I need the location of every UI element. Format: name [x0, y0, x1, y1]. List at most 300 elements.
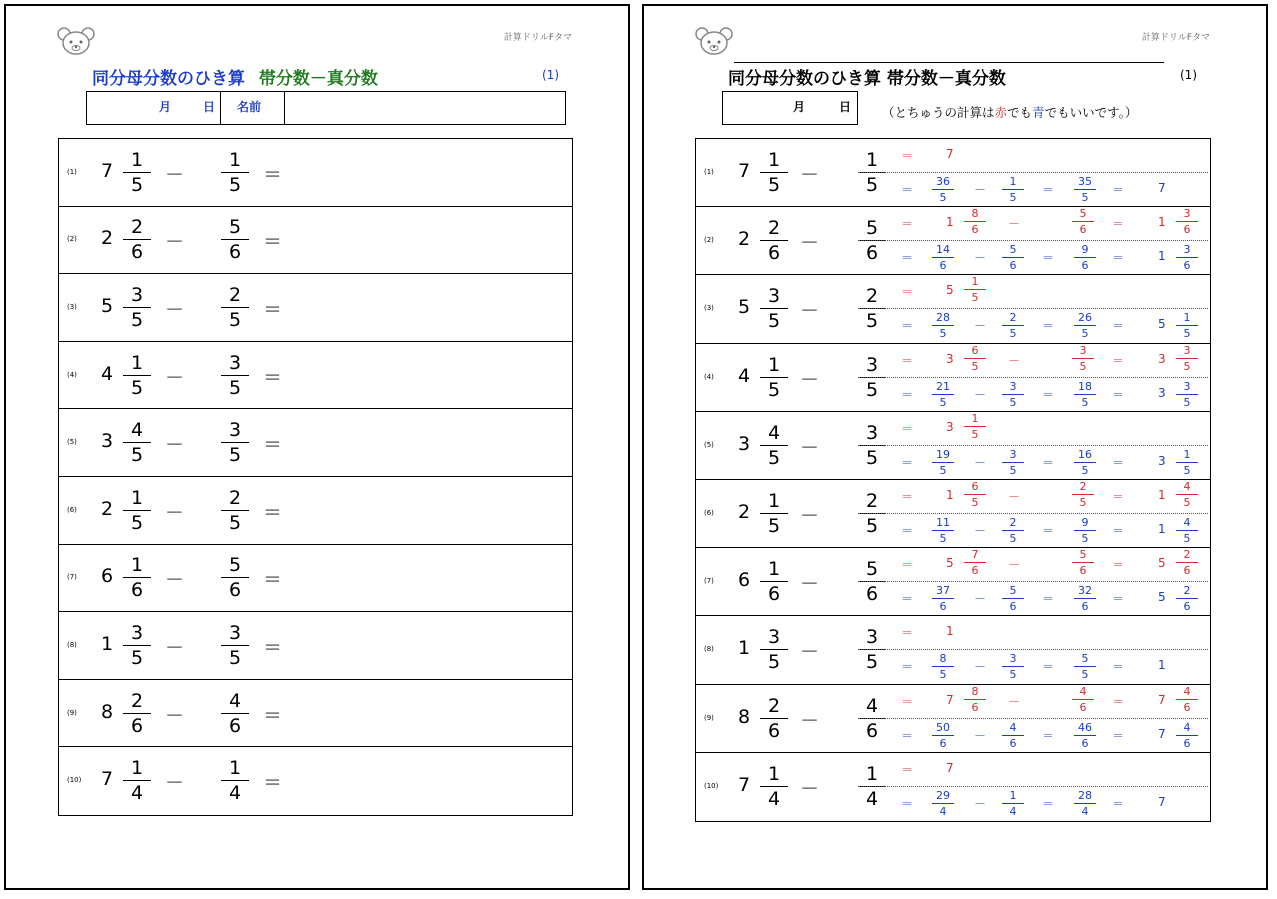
mixed-fraction: [760, 422, 788, 469]
equals-sign: ＝: [263, 772, 283, 795]
mixed-fraction: [123, 216, 151, 263]
denominator: 5: [1009, 532, 1017, 545]
denominator: 4: [228, 782, 242, 805]
numerator: 3: [865, 626, 879, 649]
denominator: 6: [939, 736, 947, 750]
equals-sign: ＝: [1112, 387, 1125, 402]
fraction-bar: [1176, 358, 1198, 359]
denominator: 4: [1081, 804, 1089, 818]
equals-sign: ＝: [1112, 490, 1125, 504]
date-box[interactable]: [86, 91, 221, 125]
denominator: 6: [971, 700, 979, 714]
subtrahend-fraction: [1072, 685, 1094, 714]
answer-title: 同分母分数のひき算 帯分数－真分数: [728, 69, 1006, 89]
denominator: 6: [1079, 223, 1087, 237]
result-whole: 1: [1158, 249, 1166, 264]
minus-sign: －: [1008, 694, 1021, 709]
subtrahend-fraction: [221, 622, 249, 669]
denominator: 4: [865, 787, 879, 810]
result-whole: 3: [1158, 453, 1166, 468]
result-fraction: [1176, 243, 1198, 272]
result-whole: 3: [1158, 385, 1166, 400]
denominator: 5: [865, 446, 879, 469]
answer-grid: [695, 138, 1211, 822]
minus-sign: －: [800, 777, 820, 800]
fraction-bar: [932, 735, 954, 736]
fraction-bar: [760, 649, 788, 650]
fraction-bar: [964, 221, 986, 222]
denominator: 6: [1081, 736, 1089, 750]
denominator: 6: [865, 583, 879, 606]
numerator: 5: [228, 554, 242, 577]
borrow-whole: 1: [946, 215, 954, 230]
subtrahend-fraction: [221, 554, 249, 601]
whole-number: 4: [101, 362, 114, 385]
equals-sign: ＝: [1112, 660, 1125, 675]
worksheet-page: [4, 4, 630, 890]
numerator: 1: [130, 351, 144, 374]
fraction-bar: [1002, 598, 1024, 599]
denominator: 6: [1183, 564, 1191, 578]
title-rule: [734, 62, 1164, 63]
fraction-bar: [1002, 462, 1024, 463]
result-fraction: [1176, 516, 1198, 545]
equals-sign: ＝: [1112, 319, 1125, 334]
borrow-whole: 7: [946, 147, 954, 161]
fraction-bar: [221, 307, 249, 308]
numerator: 2: [1009, 311, 1017, 325]
equals-sign: ＝: [1042, 592, 1055, 607]
dotted-divider: [858, 377, 1208, 378]
numerator: 4: [865, 694, 879, 717]
problem-number: (9): [704, 713, 714, 722]
numerator: 2: [1183, 584, 1191, 598]
numerator: 26: [1078, 311, 1092, 325]
fraction-bar: [1074, 735, 1096, 736]
mixed-fraction: [760, 285, 788, 332]
denominator: 5: [1081, 191, 1089, 204]
equals-sign: ＝: [1042, 251, 1055, 266]
equals-sign: ＝: [901, 524, 914, 538]
numerator: 3: [865, 421, 879, 444]
numerator: 3: [130, 283, 144, 306]
mixed-fraction: [123, 284, 151, 331]
numerator: 3: [228, 621, 242, 644]
numerator: 3: [1079, 343, 1087, 357]
fraction-bar: [123, 713, 151, 714]
denominator: 5: [767, 174, 781, 197]
fraction-bar: [1072, 562, 1094, 563]
equals-sign: ＝: [901, 217, 914, 232]
subtrahend-fraction: [1002, 652, 1024, 681]
numerator: 1: [228, 148, 242, 171]
subtrahend-fraction: [1002, 175, 1024, 204]
fraction-bar: [1074, 598, 1096, 599]
improper-fraction: [932, 243, 954, 272]
minus-sign: －: [1008, 353, 1021, 368]
minus-sign: －: [165, 569, 185, 592]
mixed-fraction: [123, 554, 151, 601]
month-label: 月: [793, 100, 806, 114]
problem-number: (3): [704, 304, 714, 313]
answer-page: [642, 4, 1268, 890]
minus-sign: －: [800, 232, 820, 255]
numerator: 9: [1081, 243, 1089, 257]
improper-fraction: [932, 380, 954, 409]
numerator: 5: [1009, 584, 1017, 598]
borrow-whole: 7: [946, 692, 954, 707]
improper-fraction: [932, 789, 954, 818]
answer-date-box: [722, 91, 858, 125]
fraction-bar: [123, 375, 151, 376]
answer-space[interactable]: [299, 481, 568, 540]
fraction-bar: [123, 172, 151, 173]
denominator: 6: [228, 579, 242, 602]
denominator: 5: [228, 173, 242, 196]
borrow-fraction: [964, 275, 986, 304]
denominator: 5: [130, 444, 144, 467]
answer-row: [696, 344, 1210, 412]
whole-number: 6: [101, 565, 114, 588]
answer-row: [696, 139, 1210, 207]
answer-space[interactable]: [299, 346, 568, 405]
numerator: 3: [1183, 379, 1191, 393]
problem-row: [59, 545, 572, 613]
fraction-bar: [123, 442, 151, 443]
equals-sign: ＝: [901, 762, 914, 777]
denominator: 5: [1009, 191, 1017, 204]
numerator: 3: [1009, 652, 1017, 666]
equals-sign: ＝: [901, 387, 914, 402]
fraction-bar: [1176, 394, 1198, 395]
denominator: 6: [1009, 600, 1017, 614]
denominator: 5: [1183, 532, 1191, 545]
equals-sign: ＝: [1042, 524, 1055, 538]
denominator: 6: [971, 223, 979, 237]
equals-sign: ＝: [901, 285, 914, 300]
problem-number: (4): [704, 372, 714, 381]
numerator: 50: [936, 720, 950, 734]
borrow-fraction: [964, 207, 986, 236]
mixed-fraction: [123, 149, 151, 196]
equals-sign: ＝: [263, 163, 283, 186]
equals-sign: ＝: [263, 704, 283, 727]
denominator: 5: [1079, 496, 1087, 509]
improper-fraction: [932, 311, 954, 340]
result-whole: 7: [1158, 794, 1166, 809]
note-middle: でも: [1007, 105, 1033, 120]
whole-number: 7: [101, 768, 114, 791]
equals-sign: ＝: [901, 592, 914, 607]
numerator: 3: [1183, 343, 1191, 357]
problem-number: (1): [67, 167, 77, 176]
numerator: 5: [228, 216, 242, 239]
denominator: 6: [228, 241, 242, 264]
improper-fraction: [932, 175, 954, 204]
result-whole: 5: [1158, 590, 1166, 605]
fraction-bar: [123, 780, 151, 781]
denominator: 6: [1081, 259, 1089, 273]
denominator: 6: [1183, 700, 1191, 714]
denominator: 4: [130, 782, 144, 805]
title-topic: 同分母分数のひき算: [92, 69, 245, 89]
difference-fraction: [1074, 721, 1096, 750]
subtrahend-fraction: [221, 284, 249, 331]
numerator: 5: [865, 217, 879, 240]
numerator: 3: [767, 285, 781, 308]
numerator: 1: [1183, 447, 1191, 461]
name-field[interactable]: [284, 91, 566, 125]
numerator: 28: [1078, 788, 1092, 802]
numerator: 2: [865, 490, 879, 513]
title-subtopic: 帯分数－真分数: [258, 69, 378, 89]
subtrahend-fraction: [221, 216, 249, 263]
denominator: 6: [1079, 700, 1087, 714]
difference-fraction: [1074, 175, 1096, 204]
subtrahend-fraction: [1002, 721, 1024, 750]
equals-sign: ＝: [901, 490, 914, 504]
denominator: 5: [130, 511, 144, 534]
denominator: 5: [865, 651, 879, 674]
numerator: 2: [1009, 516, 1017, 529]
equals-sign: ＝: [901, 319, 914, 334]
fraction-bar: [221, 510, 249, 511]
improper-fraction: [932, 448, 954, 477]
answer-space[interactable]: [299, 549, 568, 608]
equals-sign: ＝: [263, 569, 283, 592]
minus-sign: －: [800, 641, 820, 664]
numerator: 19: [936, 447, 950, 461]
equals-sign: ＝: [263, 434, 283, 457]
denominator: 6: [130, 241, 144, 264]
minus-sign: －: [974, 796, 987, 811]
fraction-bar: [1176, 699, 1198, 700]
numerator: 21: [936, 379, 950, 393]
fraction-bar: [760, 581, 788, 582]
fraction-bar: [1072, 494, 1094, 495]
equals-sign: ＝: [1112, 796, 1125, 811]
worksheet-title: [92, 64, 378, 89]
denominator: 5: [1009, 395, 1017, 409]
denominator: 6: [865, 242, 879, 265]
mixed-fraction: [760, 217, 788, 264]
difference-fraction: [1074, 789, 1096, 818]
numerator: 4: [1183, 516, 1191, 529]
numerator: 3: [767, 626, 781, 649]
numerator: 4: [130, 419, 144, 442]
denominator: 5: [865, 515, 879, 538]
difference-fraction: [1074, 243, 1096, 272]
subtrahend-fraction: [1072, 207, 1094, 236]
whole-number: 7: [738, 160, 751, 183]
fraction-bar: [1074, 666, 1096, 667]
whole-number: 2: [101, 497, 114, 520]
whole-number: 8: [738, 705, 751, 728]
result-whole: 5: [1158, 317, 1166, 332]
numerator: 1: [767, 353, 781, 376]
numerator: 28: [936, 311, 950, 325]
numerator: 3: [1183, 207, 1191, 221]
numerator: 7: [971, 548, 979, 562]
result-fraction: [1176, 344, 1198, 373]
minus-sign: －: [974, 183, 987, 197]
numerator: 1: [130, 148, 144, 171]
equals-sign: ＝: [901, 455, 914, 470]
numerator: 2: [767, 694, 781, 717]
denominator: 5: [228, 444, 242, 467]
subtrahend-fraction: [221, 352, 249, 399]
problem-number: (1): [704, 168, 714, 177]
subtrahend-fraction: [221, 419, 249, 466]
minus-sign: －: [800, 573, 820, 596]
denominator: 5: [130, 173, 144, 196]
minus-sign: －: [1008, 217, 1021, 232]
answer-space[interactable]: [299, 278, 568, 337]
problem-row: [59, 274, 572, 342]
fraction-bar: [123, 577, 151, 578]
answer-space[interactable]: [299, 751, 568, 811]
fraction-bar: [1176, 735, 1198, 736]
equals-sign: ＝: [901, 796, 914, 811]
denominator: 6: [1183, 259, 1191, 273]
subtrahend-fraction: [221, 757, 249, 804]
fraction-bar: [1176, 462, 1198, 463]
whole-number: 4: [738, 364, 751, 387]
denominator: 4: [767, 787, 781, 810]
problem-number: (7): [704, 577, 714, 586]
dotted-divider: [858, 240, 1208, 241]
denominator: 5: [228, 376, 242, 399]
denominator: 5: [939, 327, 947, 341]
numerator: 5: [865, 558, 879, 581]
borrow-fraction: [964, 412, 986, 441]
equals-sign: ＝: [901, 626, 914, 641]
numerator: 4: [1183, 480, 1191, 493]
result-fraction: [1176, 548, 1198, 577]
numerator: 8: [939, 652, 947, 666]
minus-sign: －: [974, 387, 987, 402]
answer-row: [696, 616, 1210, 684]
denominator: 5: [1081, 668, 1089, 682]
numerator: 8: [971, 684, 979, 698]
answer-space[interactable]: [299, 413, 568, 472]
whole-number: 5: [738, 296, 751, 319]
denominator: 5: [1183, 359, 1191, 373]
fraction-bar: [1002, 257, 1024, 258]
numerator: 2: [130, 689, 144, 712]
fraction-bar: [1074, 325, 1096, 326]
numerator: 5: [1079, 548, 1087, 562]
denominator: 5: [1009, 463, 1017, 477]
fraction-bar: [1074, 257, 1096, 258]
numerator: 18: [1078, 379, 1092, 393]
numerator: 4: [228, 689, 242, 712]
fraction-bar: [123, 645, 151, 646]
numerator: 14: [936, 243, 950, 257]
denominator: 5: [228, 511, 242, 534]
fraction-bar: [760, 240, 788, 241]
equals-sign: ＝: [1042, 660, 1055, 675]
problem-number: (9): [67, 708, 77, 717]
equals-sign: ＝: [1112, 592, 1125, 607]
day-label: 日: [839, 100, 852, 114]
numerator: 4: [767, 421, 781, 444]
subtrahend-fraction: [221, 487, 249, 534]
denominator: 5: [1079, 359, 1087, 373]
fraction-bar: [1072, 699, 1094, 700]
fraction-bar: [932, 189, 954, 190]
fraction-bar: [1074, 394, 1096, 395]
instruction-note: [882, 103, 1137, 121]
answer-space[interactable]: [299, 211, 568, 270]
name-label: 名前: [237, 100, 262, 114]
mixed-fraction: [760, 763, 788, 810]
minus-sign: －: [165, 434, 185, 457]
fraction-bar: [932, 530, 954, 531]
answer-space[interactable]: [299, 616, 568, 675]
result-fraction: [1176, 448, 1198, 477]
answer-row: [696, 275, 1210, 343]
denominator: 5: [939, 191, 947, 204]
dotted-divider: [858, 445, 1208, 446]
mixed-fraction: [760, 626, 788, 673]
subtrahend-fraction: [221, 690, 249, 737]
numerator: 2: [1183, 548, 1191, 562]
bear-logo-icon: [56, 26, 96, 56]
result-fraction: [1176, 584, 1198, 613]
numerator: 2: [228, 283, 242, 306]
denominator: 5: [1009, 327, 1017, 341]
minus-sign: －: [165, 772, 185, 795]
denominator: 6: [971, 564, 979, 578]
answer-space[interactable]: [299, 143, 568, 202]
minus-sign: －: [800, 436, 820, 459]
problem-grid: [58, 138, 573, 816]
subtrahend-fraction: [1002, 380, 1024, 409]
improper-fraction: [932, 721, 954, 750]
equals-sign: ＝: [263, 636, 283, 659]
minus-sign: －: [800, 505, 820, 528]
denominator: 6: [865, 719, 879, 742]
borrow-whole: 1: [946, 488, 954, 502]
fraction-bar: [760, 718, 788, 719]
note-suffix: でもいいです。）: [1044, 105, 1138, 120]
fraction-bar: [1072, 221, 1094, 222]
fraction-bar: [1176, 257, 1198, 258]
numerator: 1: [767, 762, 781, 785]
minus-sign: －: [165, 298, 185, 321]
mixed-fraction: [760, 354, 788, 401]
fraction-bar: [964, 289, 986, 290]
denominator: 5: [1183, 496, 1191, 509]
result-whole: 1: [1158, 215, 1166, 230]
denominator: 5: [1183, 395, 1191, 409]
answer-space[interactable]: [299, 684, 568, 743]
mixed-fraction: [123, 690, 151, 737]
subtrahend-fraction: [1002, 311, 1024, 340]
problem-row: [59, 409, 572, 477]
numerator: 8: [971, 207, 979, 221]
problem-number: (7): [67, 573, 77, 582]
fraction-bar: [1002, 325, 1024, 326]
sheet-number: (1): [542, 68, 559, 82]
numerator: 2: [865, 285, 879, 308]
fraction-bar: [221, 375, 249, 376]
answer-row: [696, 412, 1210, 480]
fraction-bar: [760, 308, 788, 309]
numerator: 1: [971, 411, 979, 425]
subtrahend-fraction: [1072, 480, 1094, 509]
